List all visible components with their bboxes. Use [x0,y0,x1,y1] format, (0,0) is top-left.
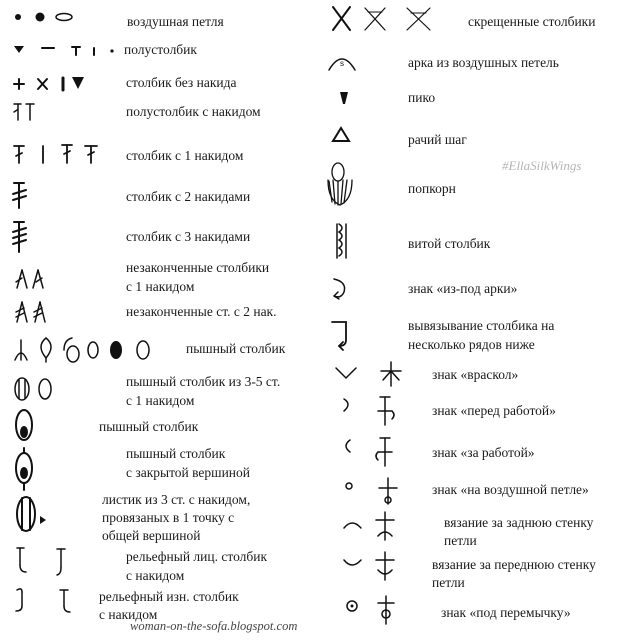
behind-icon [346,438,392,466]
unfinished-2-icon [16,302,45,322]
label-picot: пико [408,90,436,105]
twisted-stitch-icon [337,224,346,258]
front-loop-icon [344,552,394,580]
label-front-postb: с накидом [126,568,185,583]
label-puff-3-5b: с 1 накидом [126,393,195,408]
label-chain-arch: арка из воздушных петель [408,55,559,70]
back-loop-icon [344,512,394,540]
label-back-postb: с накидом [99,607,158,622]
label-on-chain: знак «на воздушной петле» [432,482,589,497]
double-treble-icon [13,222,26,252]
label-unfinished-1b: с 1 накидом [126,279,195,294]
label-rows-belowb: несколько рядов ниже [408,337,535,352]
label-crossed: скрещенные столбики [468,14,596,29]
label-treble: столбик с 2 накидами [126,189,251,204]
label-unfinished-2: незаконченные ст. с 2 нак. [126,304,277,319]
label-puff-closed: пышный столбик [126,446,226,461]
picot-icon [340,92,348,104]
label-popcorn: попкорн [408,181,456,196]
label-chain-stitch: воздушная петля [127,14,224,29]
half-double-icon [14,104,34,120]
label-unfinished-1: незаконченные столбики [126,260,270,275]
slip-stitch-icon [14,46,114,55]
label-split: знак «враскол» [432,367,519,382]
label-back-loop: вязание за заднюю стенку [444,515,594,530]
unfinished-stitches-icon [16,270,43,288]
label-leaf-1: листик из 3 ст. с накидом, [102,492,251,507]
label-puff-3-5: пышный столбик из 3-5 ст. [126,374,281,389]
footer-url: woman-on-the-sofa.blogspot.com [130,619,298,633]
puff-stitch-icon [15,338,149,362]
rows-below-icon [332,322,346,350]
single-crochet-icon [14,77,84,90]
label-crab: рачий шаг [408,132,467,147]
back-post-icon [16,589,70,612]
label-puff-2: пышный столбик [99,419,199,434]
on-chain-icon [346,478,397,504]
popcorn-icon [328,163,352,205]
label-front-loopb: петли [432,575,465,590]
front-post-icon [17,548,65,575]
double-crochet-icon [14,145,97,163]
label-under-bar: знак «под перемычку» [441,605,571,620]
label-double-crochet: столбик с 1 накидом [126,148,244,163]
puff-large-icon [16,410,32,440]
label-in-front: знак «перед работой» [432,403,556,418]
puff-closed-icon [16,448,32,490]
label-half-double: полустолбик с накидом [126,104,261,119]
label-leaf-2: провязаных в 1 точку с [102,510,235,525]
label-puff-closedb: с закрытой вершиной [126,465,250,480]
label-back-loopb: петли [444,533,477,548]
label-under-arch: знак «из-под арки» [408,281,518,296]
label-leaf-3: общей вершиной [102,528,201,543]
label-back-post: рельефный изн. столбик [99,589,239,604]
watermark: #EllaSilkWings [502,158,582,173]
label-twisted: витой столбик [408,236,491,251]
under-bar-icon [347,596,394,624]
label-rows-below: вывязывание столбика на [408,318,555,333]
label-single-crochet: столбик без накида [126,75,237,90]
label-puff: пышный столбик [186,341,286,356]
under-arch-icon [334,279,345,299]
leaf-stitch-icon [17,497,46,531]
split-icon [336,362,401,386]
label-front-post: рельефный лиц. столбик [126,549,268,564]
label-double-treble: столбик с 3 накидами [126,229,251,244]
crossed-stitches-icon [333,7,430,30]
arch-mark: s [340,59,344,68]
label-slip-stitch: полустолбик [124,42,197,57]
in-front-icon [344,397,394,425]
puff-3-5-icon [15,378,51,400]
label-front-loop: вязание за переднюю стенку [432,557,596,572]
chain-stitch-icon [15,13,72,22]
treble-icon [13,183,26,208]
label-behind: знак «за работой» [432,445,535,460]
crab-stitch-icon [333,128,349,141]
